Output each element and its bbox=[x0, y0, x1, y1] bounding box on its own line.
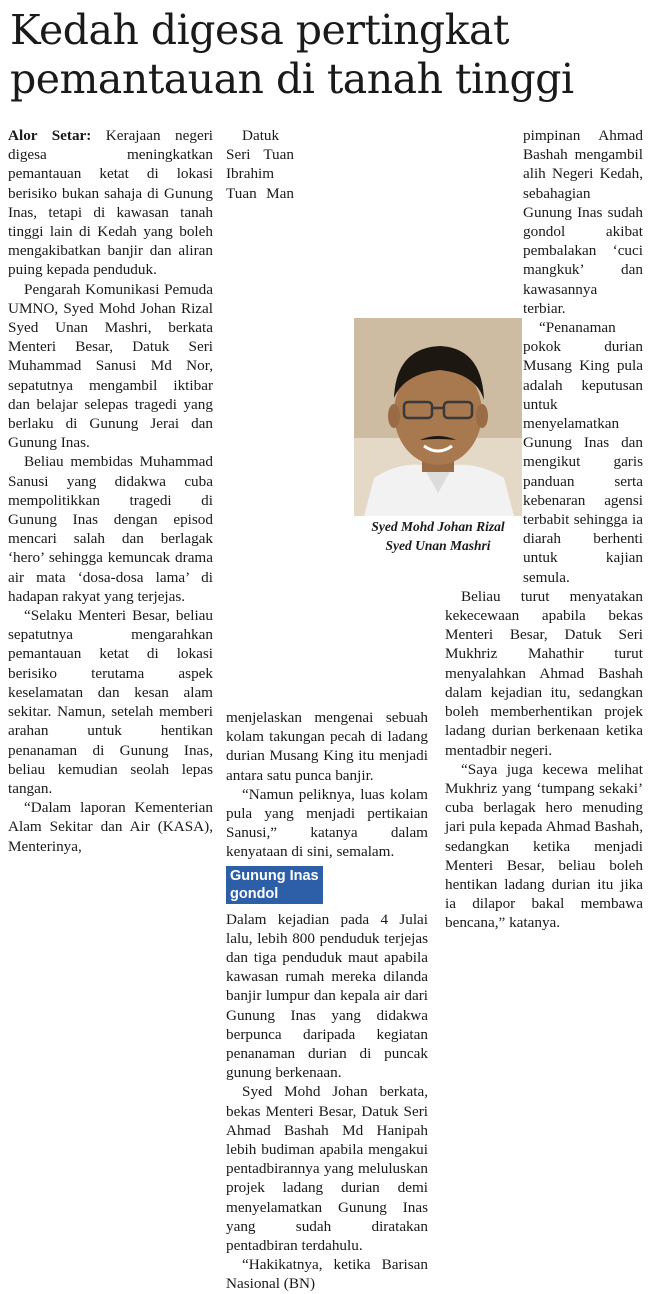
portrait-photo bbox=[354, 318, 522, 516]
caption-line-1: Syed Mohd Johan Rizal bbox=[371, 519, 505, 534]
paragraph: “Penanaman pokok durian Musang King pula adalah keputusan untuk menyelamatkan Gunung Inas dan mengikut garis panduan serta kebenaran agensi terbabit sehingga ia diarah berhenti untuk kajian semula. bbox=[523, 319, 643, 586]
subhead-line-2: gondol bbox=[230, 885, 279, 902]
paragraph bbox=[8, 126, 213, 280]
subhead-line-1: Gunung Inas bbox=[230, 867, 319, 884]
caption-line-2: Syed Unan Mashri bbox=[385, 538, 491, 553]
paragraph: “Dalam laporan Kementerian Alam Sekitar dan Air (KASA), Menterinya, bbox=[8, 799, 213, 855]
paragraph: “Selaku Menteri Besar, beliau sepatutnya mengarahkan pemantauan ketat di lokasi berisiko terutama aspek keselamatan dan kesan alam sekitar. Namun, setelah memberi arahan untuk hentikan penanaman di Gunung Inas, beliau kemudian seolah lepas tangan. bbox=[8, 607, 213, 797]
paragraph: Dalam kejadian pada 4 Julai lalu, lebih 800 penduduk terjejas dan tiga penduduk maut apabila kawasan rumah mereka dilanda banjir lumpur dan kepala air dari Gunung Inas yang didakwa berpunca daripada kegiatan penanaman durian di puncak gunung berkenaan. bbox=[226, 910, 428, 1082]
paragraph: “Saya juga kecewa melihat Mukhriz yang ‘tumpang sekaki’ cuba berlagak hero menuding jari pula kepada Ahmad Bashah, sedangkan ketika menjadi Menteri Besar, beliau boleh hentikan ladang durian itu jika ia dilapor bakal membawa bencana,” katanya. bbox=[445, 760, 643, 932]
dateline: Alor Setar: bbox=[8, 127, 92, 144]
photo-caption bbox=[354, 517, 522, 555]
paragraph: Datuk Seri Tuan Ibrahim Tuan Man menjelaskan mengenai sebuah kolam takungan pecah di ladang durian Musang King itu menjadi antara satu punca banjir. bbox=[226, 127, 428, 784]
portrait-illustration bbox=[354, 318, 522, 516]
subhead bbox=[226, 866, 323, 904]
paragraph: Pengarah Komunikasi Pemuda UMNO, Syed Mohd Johan Rizal Syed Unan Mashri, berkata Menteri Besar, Datuk Seri Muhammad Sanusi Md Nor, sepatutnya mengambil iktibar dan belajar selepas tragedi yang berlaku di Gunung Jerai dan Gunung Inas. bbox=[8, 280, 213, 452]
paragraph: pimpinan Ahmad Bashah mengambil alih Negeri Kedah, sebahagian Gunung Inas sudah gondol akibat pembalakan ‘cuci mangkuk’ dan kawasannya terbiar. bbox=[523, 127, 643, 317]
paragraph: Beliau turut menyatakan kekecewaan apabila bekas Menteri Besar, Datuk Seri Mukhriz Mahathir turut menyalahkan Ahmad Bashah dalam kejadian itu, sedangkan boleh memberhentikan projek ladang durian berkenaan ketika mentadbir negeri. bbox=[445, 587, 643, 759]
article-column-1 bbox=[8, 126, 213, 856]
paragraph: “Hakikatnya, ketika Barisan Nasional (BN) bbox=[226, 1256, 428, 1293]
headline bbox=[10, 6, 640, 104]
paragraph: Beliau membidas Muhammad Sanusi yang didakwa cuba mempolitikkan tragedi di Gunung Inas dengan episod mencari salah dan berlagak ‘hero’ sehingga kemuncak drama air mata ‘dosa-dosa lama’ di hadapan rakyat yang terjejas. bbox=[8, 453, 213, 605]
headline-line-1: Kedah digesa pertingkat bbox=[10, 6, 509, 54]
paragraph: “Namun peliknya, luas kolam pula yang menjadi pertikaian Sanusi,” katanya dalam kenyataan di sini, semalam. bbox=[226, 785, 428, 861]
paragraph-text: Kerajaan negeri digesa meningkatkan pemantauan ketat di lokasi berisiko bukan sahaja di Gunung Inas, tetapi di kawasan tanah tinggi lain di Kedah yang boleh mengakibatkan banjir dan aliran puing kepada penduduk. bbox=[8, 127, 213, 279]
headline-line-2: pemantauan di tanah tinggi bbox=[10, 55, 574, 103]
article-column-2 bbox=[226, 126, 428, 1294]
paragraph: Syed Mohd Johan berkata, bekas Menteri Besar, Datuk Seri Ahmad Bashah Md Hanipah lebih budiman apabila mengakui pentadbirannya yang meluluskan projek ladang durian demi menyelamatkan Gunung Inas yang sudah diratakan pentadbiran terdahulu. bbox=[226, 1083, 428, 1255]
